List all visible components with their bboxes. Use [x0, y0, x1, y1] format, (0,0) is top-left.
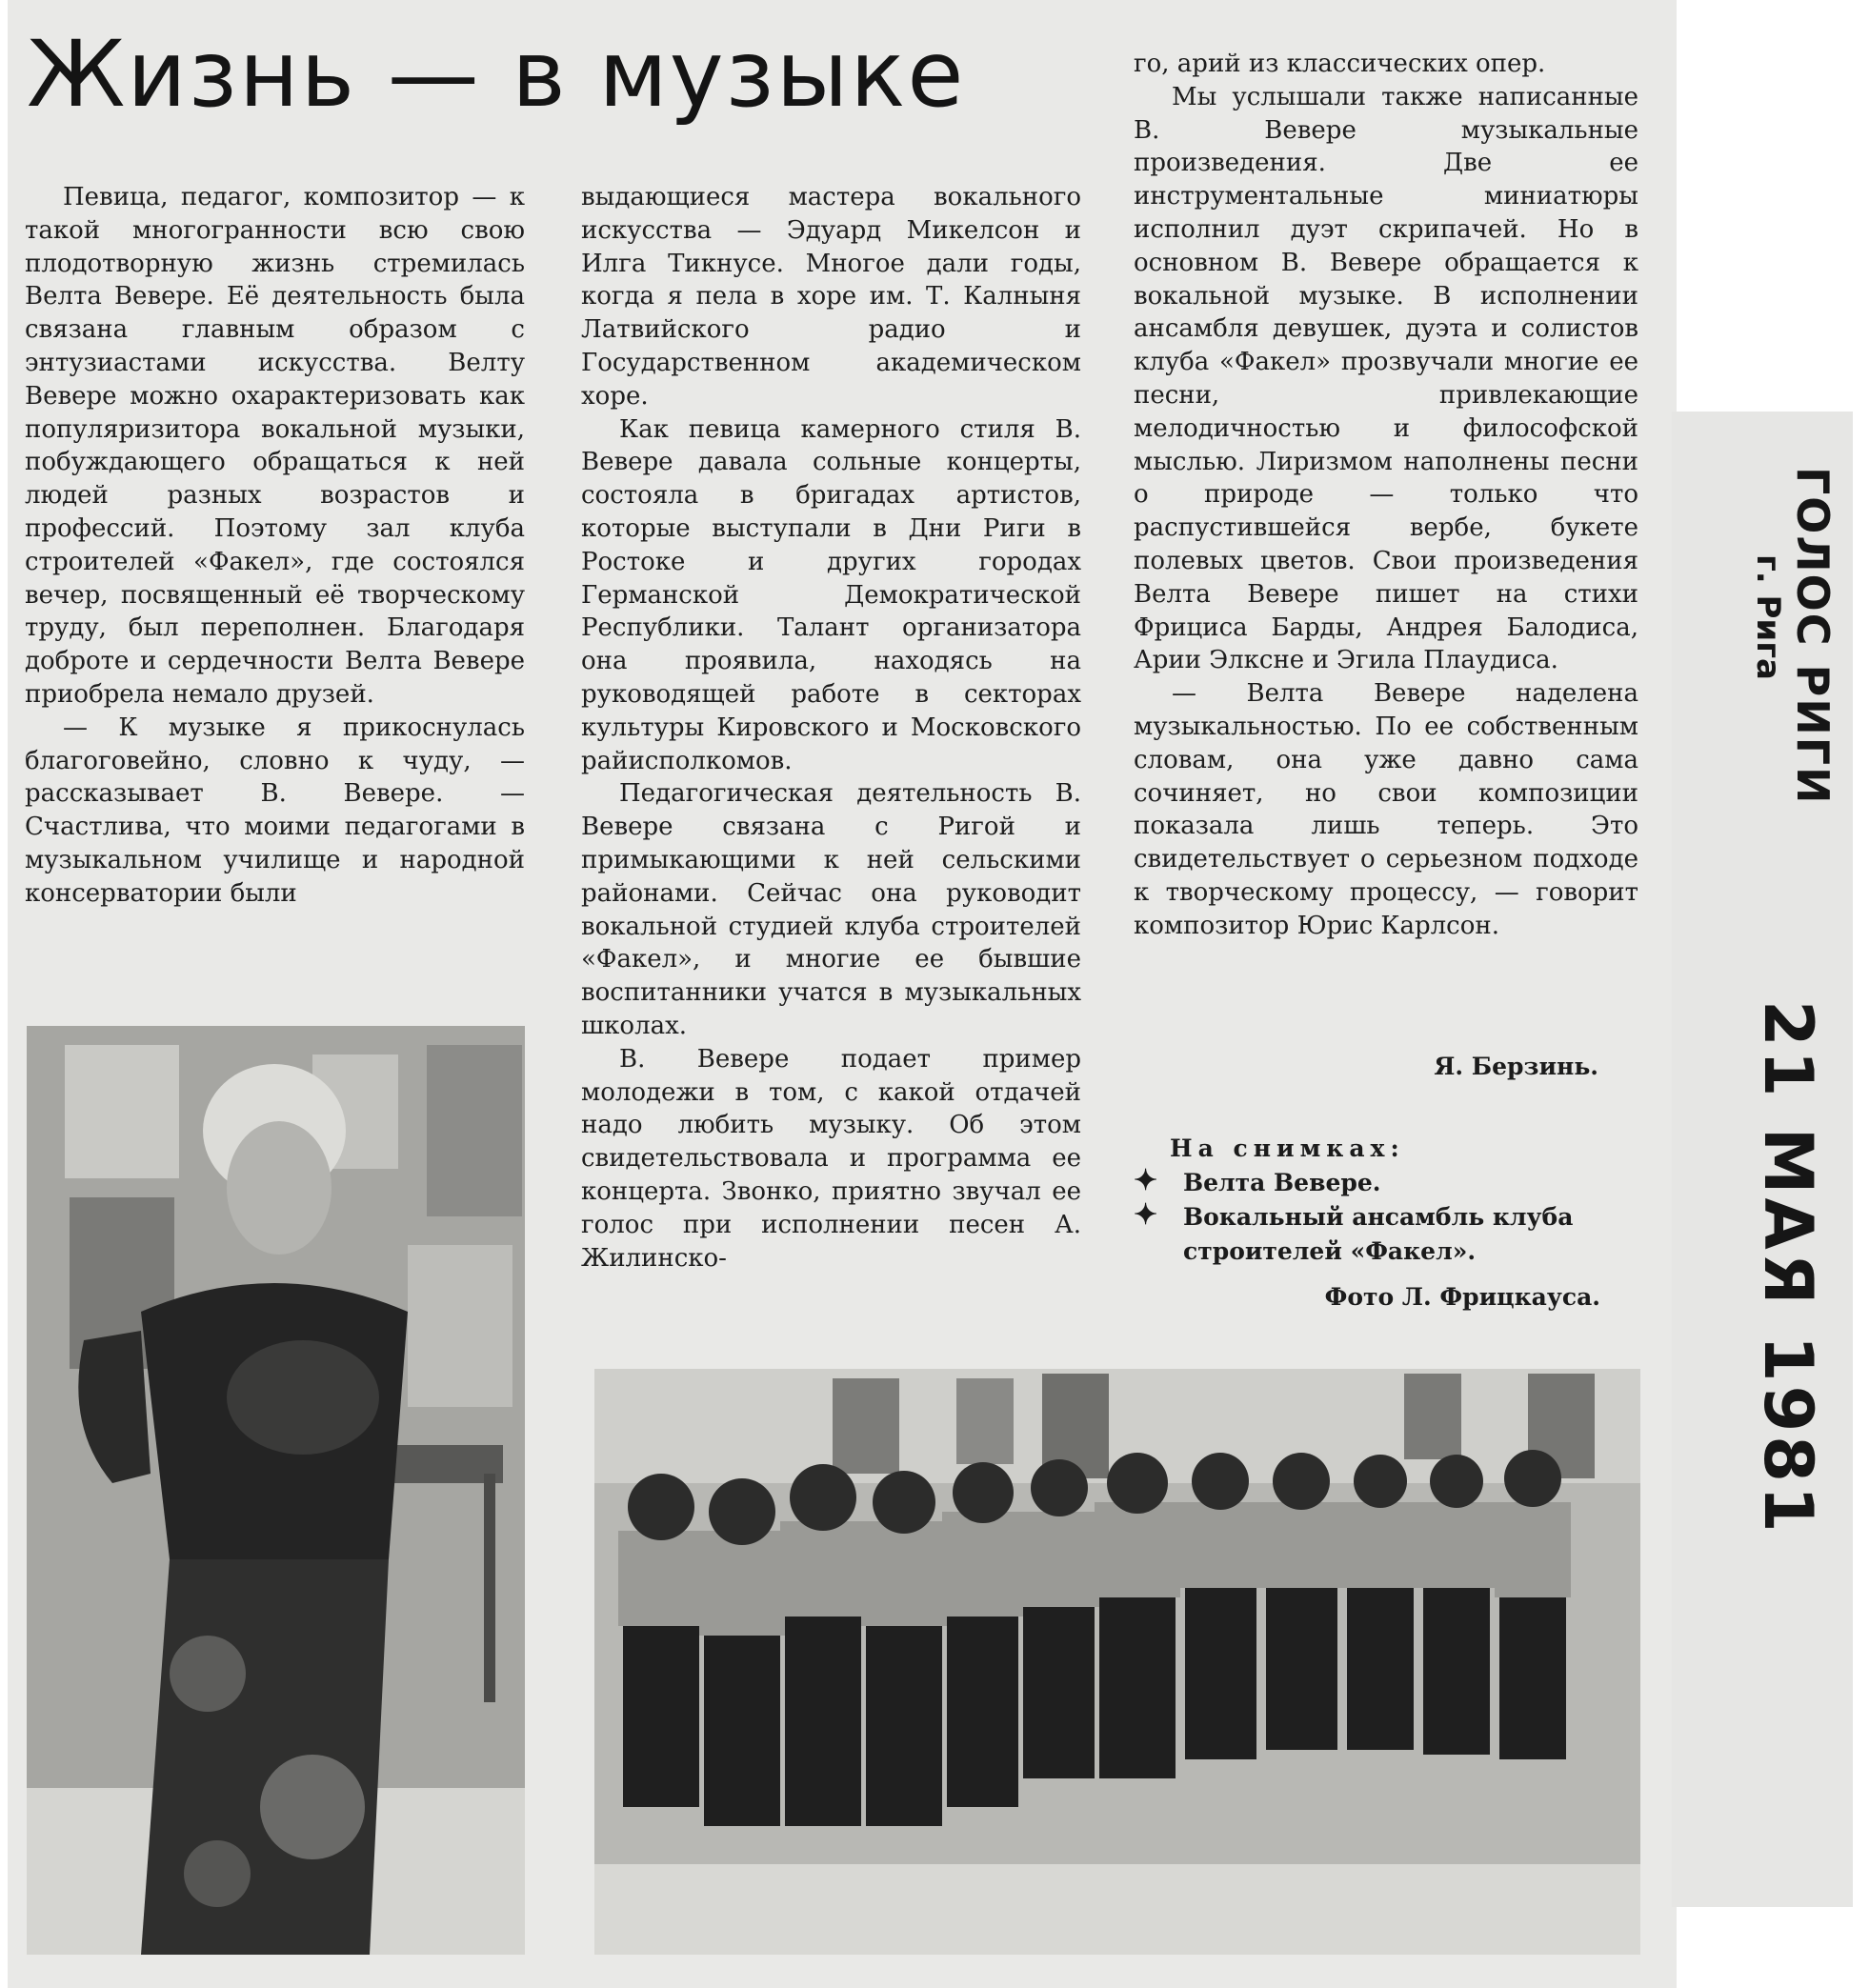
- caption-item: [1134, 1166, 1638, 1200]
- author-byline: Я. Берзинь.: [1434, 1053, 1598, 1080]
- four-point-star-icon: ✦: [1134, 1164, 1158, 1197]
- article-headline: Жизнь — в музыке: [27, 21, 966, 128]
- newspaper-city: г. Рига: [1749, 554, 1787, 680]
- photo-credit: Фото Л. Фрицкауса.: [1324, 1283, 1600, 1311]
- paragraph: го, арий из классических опер.: [1134, 50, 1546, 78]
- paragraph: Мы услышали также написанные В. Вевере музыкальные произведения. Две ее инструментальные миниатюры исполнил дуэт скрипачей. Но в основном В. Вевере обращается к вокальной музыке. В исполнении ансамбля девушек, дуэта и солистов клуба «Факел» прозвучали многие ее песни, привлекающие мелодичностью и философской мыслью. Лиризмом наполнены песни о природе — только что распустившейся вербе, букете полевых цветов. Свои произведения Велта Вевере пишет на стихи Фрициса Барды, Андрея Балодиса, Арии Элксне и Эгила Плаудиса.: [1134, 82, 1638, 675]
- portrait-photo-image: [27, 1026, 525, 1955]
- caption-text: Вокальный ансамбль клуба строителей «Факел».: [1183, 1203, 1574, 1265]
- paragraph: Как певица камерного стиля В. Вевере давала сольные концерты, состояла в бригадах артистов, которые выступали в Дни Риги в Ростоке и других городах Германской Демократической Республики. Талант организатора она проявила, находясь на руководящей работе в секторах культуры Кировского и Московского райисполкомов.: [581, 414, 1081, 775]
- portrait-photo: [27, 1026, 525, 1955]
- caption-item: [1134, 1200, 1638, 1269]
- article-column-2: [581, 181, 1081, 1275]
- newspaper-name: ГОЛОС РИГИ: [1787, 467, 1839, 806]
- publication-date: 21 МАЯ 1981: [1749, 1000, 1827, 1536]
- captions-title: На снимках:: [1170, 1135, 1405, 1162]
- paragraph: — К музыке я прикоснулась благоговейно, словно к чуду, — рассказывает В. Вевере. — Счастлива, что моими педагогами в музыкальном училище и народной консерватории были: [25, 713, 525, 908]
- paragraph: выдающиеся мастера вокального искусства — Эдуард Микелсон и Илга Тикнусе. Многое дали годы, когда я пела в хоре им. Т. Калныня Латвийского радио и Государственном академическом хоре.: [581, 183, 1081, 411]
- ensemble-photo-image: [594, 1369, 1640, 1955]
- caption-text: Велта Вевере.: [1183, 1169, 1381, 1196]
- paragraph: Певица, педагог, композитор — к такой многогранности всю свою плодотворную жизнь стремилась Велта Вевере. Её деятельность была связана главным образом с энтузиастами искусства. Велту Вевере можно охарактеризовать как популяризитора вокальной музыки, побуждающего обращаться к ней людей разных возрастов и профессий. Поэтому зал клуба строителей «Факел», где состоялся вечер, посвященный её творческому труду, был переполнен. Благодаря доброте и сердечности Велта Вевере приобрела немало друзей.: [25, 183, 525, 709]
- photo-captions: [1134, 1132, 1638, 1315]
- paragraph: — Велта Вевере наделена музыкальностью. По ее собственным словам, она уже давно сама сочиняет, но свои композиции показала лишь теперь. Это свидетельствует о серьезном подходе к творческому процессу, — говорит композитор Юрис Карлсон.: [1134, 679, 1638, 940]
- paragraph: В. Вевере подает пример молодежи в том, с какой отдачей надо любить музыку. Об этом свидетельствовала и программа ее концерта. Звонко, приятно звучал ее голос при исполнении песен А. Жилинско-: [581, 1044, 1081, 1273]
- newspaper-masthead: [1696, 467, 1848, 1536]
- ensemble-photo: [594, 1369, 1640, 1955]
- article-column-3: [1134, 48, 1638, 943]
- paragraph: Педагогическая деятельность В. Вевере связана с Ригой и примыкающими к ней сельскими районами. Сейчас она руководит вокальной студией клуба строителей «Факел», и многие ее бывшие воспитанники учатся в музыкальных школах.: [581, 779, 1081, 1040]
- four-point-star-icon: ✦: [1134, 1198, 1158, 1232]
- article-column-1: [25, 181, 525, 911]
